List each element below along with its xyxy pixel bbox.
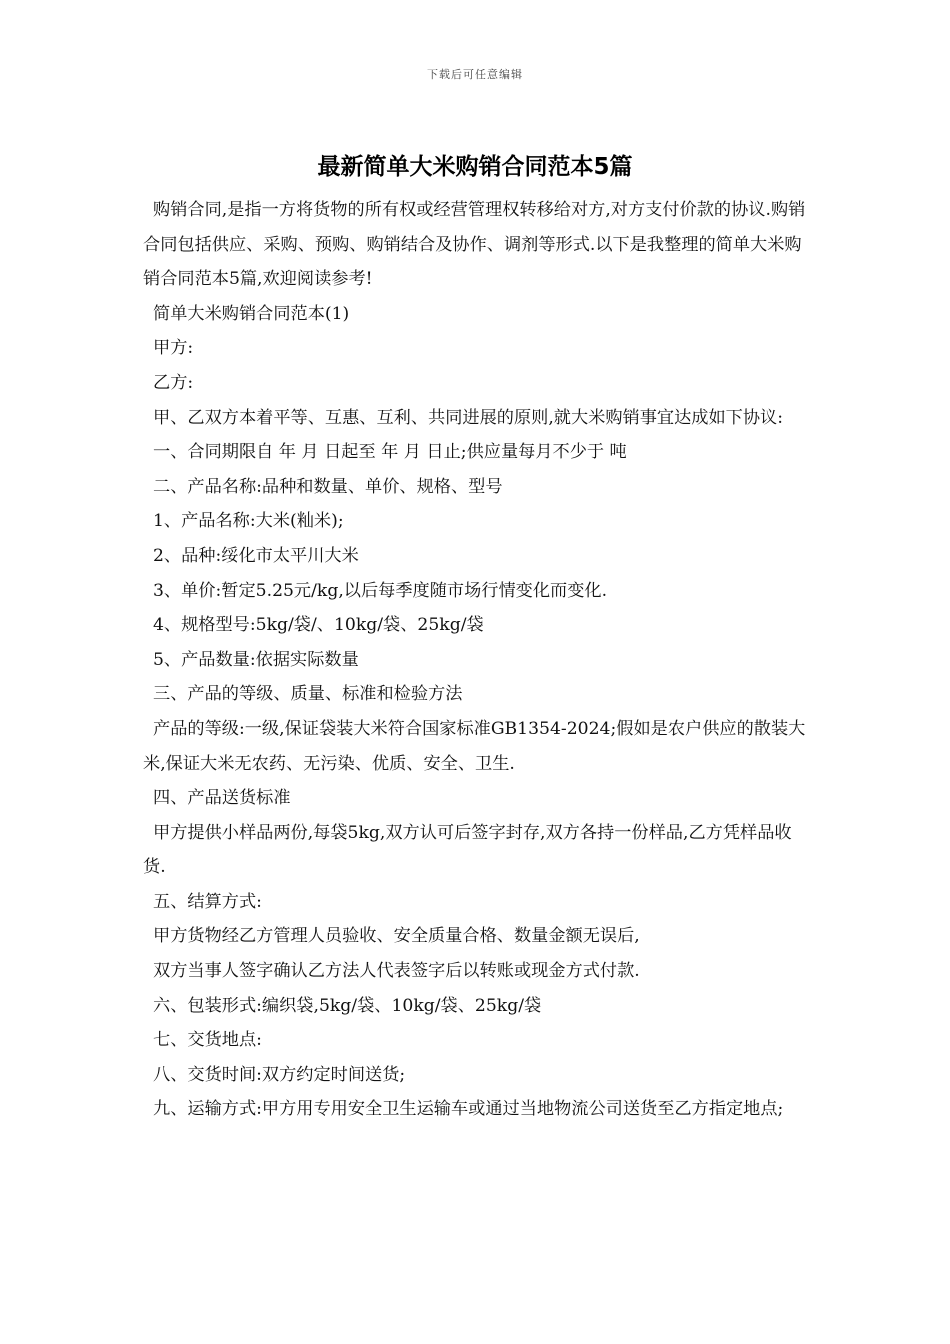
- clause-quantity: 5、产品数量:依据实际数量: [153, 649, 359, 670]
- clause-settlement: 五、结算方式:: [153, 891, 262, 912]
- document-body: [143, 193, 813, 1127]
- clause-unit-price: 3、单价:暂定5.25元/kg,以后每季度随市场行情变化而变化.: [153, 580, 608, 601]
- clause-term: 一、合同期限自 年 月 日起至 年 月 日止;供应量每月不少于 吨: [153, 442, 627, 463]
- clause-product: 二、产品名称:品种和数量、单价、规格、型号: [153, 476, 503, 497]
- clause-settlement-detail-2: 双方当事人签字确认乙方法人代表签字后以转账或现金方式付款.: [153, 961, 640, 982]
- clause-samples: 甲方提供小样品两份,每袋5kg,双方认可后签字封存,双方各持一份样品,乙方凭样品收货.: [143, 822, 792, 878]
- party-a-line: 甲方:: [153, 338, 194, 359]
- clause-settlement-detail-1: 甲方货物经乙方管理人员验收、安全质量合格、数量金额无误后,: [153, 926, 640, 947]
- party-b-line: 乙方:: [153, 372, 194, 393]
- clause-product-name: 1、产品名称:大米(籼米);: [153, 511, 344, 532]
- clause-delivery-standard: 四、产品送货标准: [153, 788, 291, 809]
- intro-paragraph: 购销合同,是指一方将货物的所有权或经营管理权转移给对方,对方支付价款的协议.购销合同包括供应、采购、预购、购销结合及协作、调剂等形式.以下是我整理的简单大米购销合同范本5篇,欢迎阅读参考!: [143, 200, 806, 290]
- clause-delivery-place: 七、交货地点:: [153, 1030, 262, 1051]
- clause-packaging: 六、包装形式:编织袋,5kg/袋、10kg/袋、25kg/袋: [153, 995, 542, 1016]
- clause-delivery-time: 八、交货时间:双方约定时间送货;: [153, 1064, 406, 1085]
- clause-spec: 4、规格型号:5kg/袋/、10kg/袋、25kg/袋: [153, 615, 484, 636]
- agreement-preamble: 甲、乙双方本着平等、互惠、互利、共同进展的原则,就大米购销事宜达成如下协议:: [153, 407, 784, 428]
- section-heading: 简单大米购销合同范本(1): [153, 303, 350, 324]
- clause-quality: 三、产品的等级、质量、标准和检验方法: [153, 684, 463, 705]
- document-title: 最新简单大米购销合同范本5篇: [317, 154, 633, 180]
- clause-variety: 2、品种:绥化市太平川大米: [153, 545, 359, 566]
- clause-transport: 九、运输方式:甲方用专用安全卫生运输车或通过当地物流公司送货至乙方指定地点;: [153, 1099, 784, 1120]
- header-note: 下载后可任意编辑: [427, 68, 523, 81]
- clause-grade: 产品的等级:一级,保证袋装大米符合国家标准GB1354-2024;假如是农户供应的散装大米,保证大米无农药、无污染、优质、安全、卫生.: [143, 718, 806, 774]
